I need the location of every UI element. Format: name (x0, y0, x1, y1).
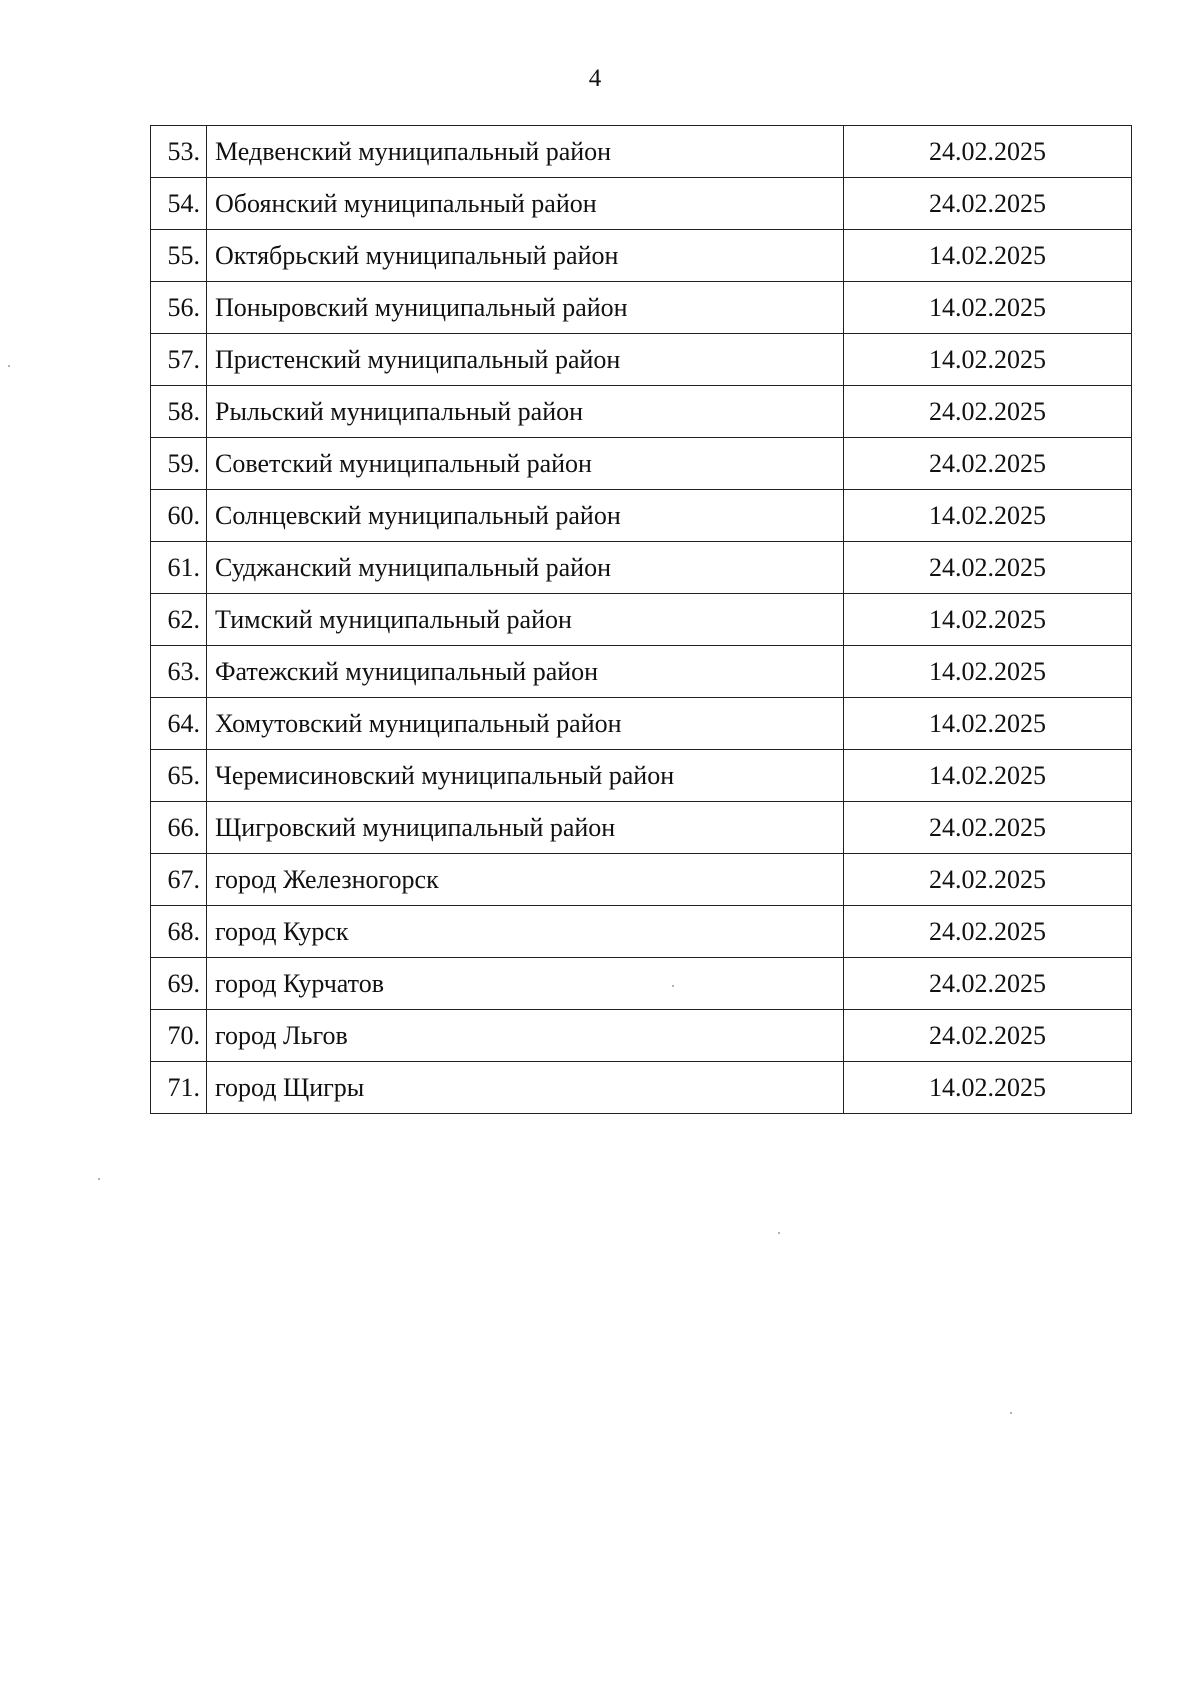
row-number: 61. (151, 542, 207, 594)
municipality-name: Солнцевский муниципальный район (207, 490, 844, 542)
table-row (151, 178, 1132, 230)
row-number: 66. (151, 802, 207, 854)
row-number: 69. (151, 958, 207, 1010)
table-row (151, 698, 1132, 750)
row-date: 24.02.2025 (844, 802, 1132, 854)
scan-speck (8, 365, 10, 367)
row-number: 54. (151, 178, 207, 230)
row-number: 65. (151, 750, 207, 802)
table-row (151, 282, 1132, 334)
row-number: 63. (151, 646, 207, 698)
table-row (151, 1010, 1132, 1062)
table-row (151, 438, 1132, 490)
table-row (151, 802, 1132, 854)
row-date: 24.02.2025 (844, 386, 1132, 438)
table-row (151, 958, 1132, 1010)
municipality-name: Обоянский муниципальный район (207, 178, 844, 230)
row-number: 68. (151, 906, 207, 958)
table-row (151, 854, 1132, 906)
municipality-name: Черемисиновский муниципальный район (207, 750, 844, 802)
row-number: 57. (151, 334, 207, 386)
table-row (151, 542, 1132, 594)
row-date: 24.02.2025 (844, 906, 1132, 958)
table-row (151, 490, 1132, 542)
municipality-dates-table (150, 125, 1132, 1114)
row-date: 24.02.2025 (844, 854, 1132, 906)
municipality-name: Советский муниципальный район (207, 438, 844, 490)
municipality-name: Хомутовский муниципальный район (207, 698, 844, 750)
table-row (151, 230, 1132, 282)
table-row (151, 594, 1132, 646)
row-number: 67. (151, 854, 207, 906)
row-date: 24.02.2025 (844, 542, 1132, 594)
row-date: 14.02.2025 (844, 1062, 1132, 1114)
scan-speck (672, 985, 674, 987)
municipality-name: Рыльский муниципальный район (207, 386, 844, 438)
municipality-name: Медвенский муниципальный район (207, 126, 844, 178)
municipality-name: Щигровский муниципальный район (207, 802, 844, 854)
row-date: 14.02.2025 (844, 334, 1132, 386)
municipality-name: Фатежский муниципальный район (207, 646, 844, 698)
municipality-name: город Курск (207, 906, 844, 958)
municipality-name: Тимский муниципальный район (207, 594, 844, 646)
municipality-name: Суджанский муниципальный район (207, 542, 844, 594)
row-number: 71. (151, 1062, 207, 1114)
municipality-name: город Курчатов (207, 958, 844, 1010)
municipality-name: город Щигры (207, 1062, 844, 1114)
row-number: 62. (151, 594, 207, 646)
row-date: 14.02.2025 (844, 282, 1132, 334)
municipality-name: город Льгов (207, 1010, 844, 1062)
row-number: 60. (151, 490, 207, 542)
row-number: 56. (151, 282, 207, 334)
row-date: 24.02.2025 (844, 178, 1132, 230)
row-date: 24.02.2025 (844, 1010, 1132, 1062)
row-date: 14.02.2025 (844, 698, 1132, 750)
municipality-name: Октябрьский муниципальный район (207, 230, 844, 282)
municipality-name: Пристенский муниципальный район (207, 334, 844, 386)
row-number: 59. (151, 438, 207, 490)
row-number: 53. (151, 126, 207, 178)
row-number: 70. (151, 1010, 207, 1062)
row-date: 14.02.2025 (844, 230, 1132, 282)
row-date: 14.02.2025 (844, 490, 1132, 542)
table-row (151, 1062, 1132, 1114)
row-date: 24.02.2025 (844, 126, 1132, 178)
scan-speck (1010, 1412, 1012, 1414)
row-date: 24.02.2025 (844, 958, 1132, 1010)
scan-speck (98, 1178, 100, 1180)
page-number: 4 (588, 65, 602, 92)
table-row (151, 334, 1132, 386)
row-date: 24.02.2025 (844, 438, 1132, 490)
municipality-name: город Железногорск (207, 854, 844, 906)
row-date: 14.02.2025 (844, 750, 1132, 802)
scan-speck (778, 1232, 780, 1234)
table-row (151, 646, 1132, 698)
municipality-name: Поныровский муниципальный район (207, 282, 844, 334)
row-number: 64. (151, 698, 207, 750)
row-date: 14.02.2025 (844, 594, 1132, 646)
table-row (151, 750, 1132, 802)
table-row (151, 126, 1132, 178)
row-number: 55. (151, 230, 207, 282)
row-date: 14.02.2025 (844, 646, 1132, 698)
table-row (151, 386, 1132, 438)
row-number: 58. (151, 386, 207, 438)
table-row (151, 906, 1132, 958)
